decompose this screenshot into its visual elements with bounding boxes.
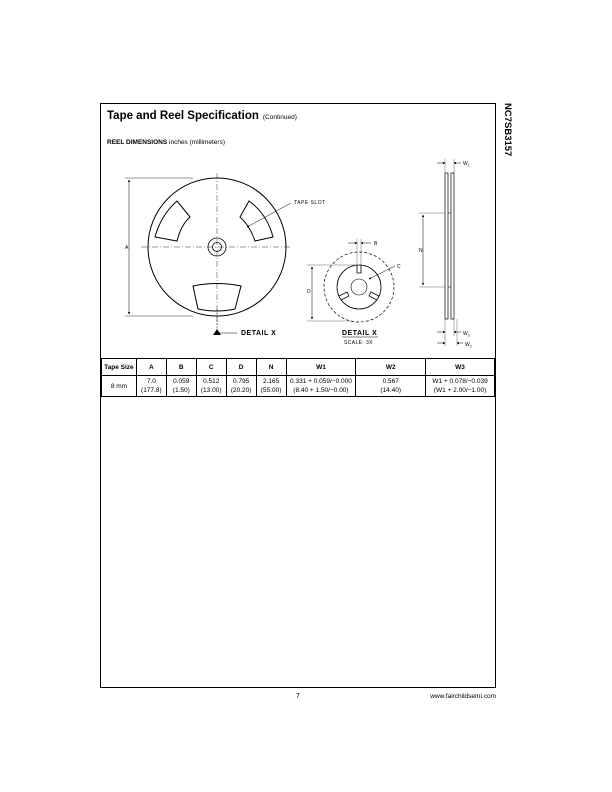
col-tape-size: Tape Size [102, 359, 137, 376]
detail-x-view [307, 239, 401, 346]
page-number: 7 [296, 693, 300, 700]
reel-side-view [419, 159, 472, 349]
section-label-units: inches (millimeters) [169, 139, 225, 146]
title-text: Tape and Reel Specification [107, 110, 259, 122]
cell-w2: 0.567 (14.40) [356, 376, 426, 397]
reel-dimensions-table [101, 358, 495, 397]
cell-n: 2.165 (55.00) [256, 376, 286, 397]
reel-drawing [101, 149, 495, 354]
col-a: A [136, 359, 166, 376]
cell-d: 0.795 (20.20) [226, 376, 256, 397]
col-d: D [226, 359, 256, 376]
col-w1: W1 [286, 359, 356, 376]
col-n: N [256, 359, 286, 376]
dim-d-label: D [307, 289, 311, 295]
col-w2: W2 [356, 359, 426, 376]
dim-w2-label: $W_2$ [465, 342, 472, 349]
part-number-text: NC7SB3157 [502, 103, 513, 157]
col-w3: W3 [426, 359, 495, 376]
dim-w3-label: $W_3$ [463, 331, 470, 338]
tape-slot-label: TAPE SLOT [294, 200, 326, 206]
cell-a: 7.0 (177.8) [136, 376, 166, 397]
dim-n-label: N [419, 248, 423, 254]
continued-text: (Continued) [262, 114, 297, 121]
dim-c-label: C [397, 264, 401, 270]
dim-a-label: A [125, 245, 129, 251]
footer-url: www.fairchildsemi.com [430, 693, 496, 700]
cell-c: 0.512 (13.00) [196, 376, 226, 397]
page-title [107, 110, 297, 122]
section-label-bold: REEL DIMENSIONS [107, 139, 168, 146]
col-b: B [166, 359, 196, 376]
col-c: C [196, 359, 226, 376]
table-header-row [102, 359, 495, 376]
dim-w1-label: $W_1$ [463, 161, 470, 168]
cell-b: 0.059 (1.50) [166, 376, 196, 397]
detail-x-title: DETAIL X [342, 330, 378, 337]
section-heading [107, 139, 225, 146]
dim-b-label: B [374, 241, 378, 247]
spec-frame [100, 103, 496, 688]
cell-tape-size: 8 mm [102, 376, 137, 397]
reel-front-view [125, 173, 326, 337]
cell-w3: W1 + 0.078/−0.039 (W1 + 2.00/−1.00) [426, 376, 495, 397]
table-row [102, 376, 495, 397]
cell-w1: 0.331 + 0.059/−0.000 (8.40 + 1.50/−0.00) [286, 376, 356, 397]
detail-x-callout: DETAIL X [241, 330, 277, 337]
side-part-number [500, 103, 514, 223]
detail-x-scale: SCALE: 3X [344, 340, 373, 346]
